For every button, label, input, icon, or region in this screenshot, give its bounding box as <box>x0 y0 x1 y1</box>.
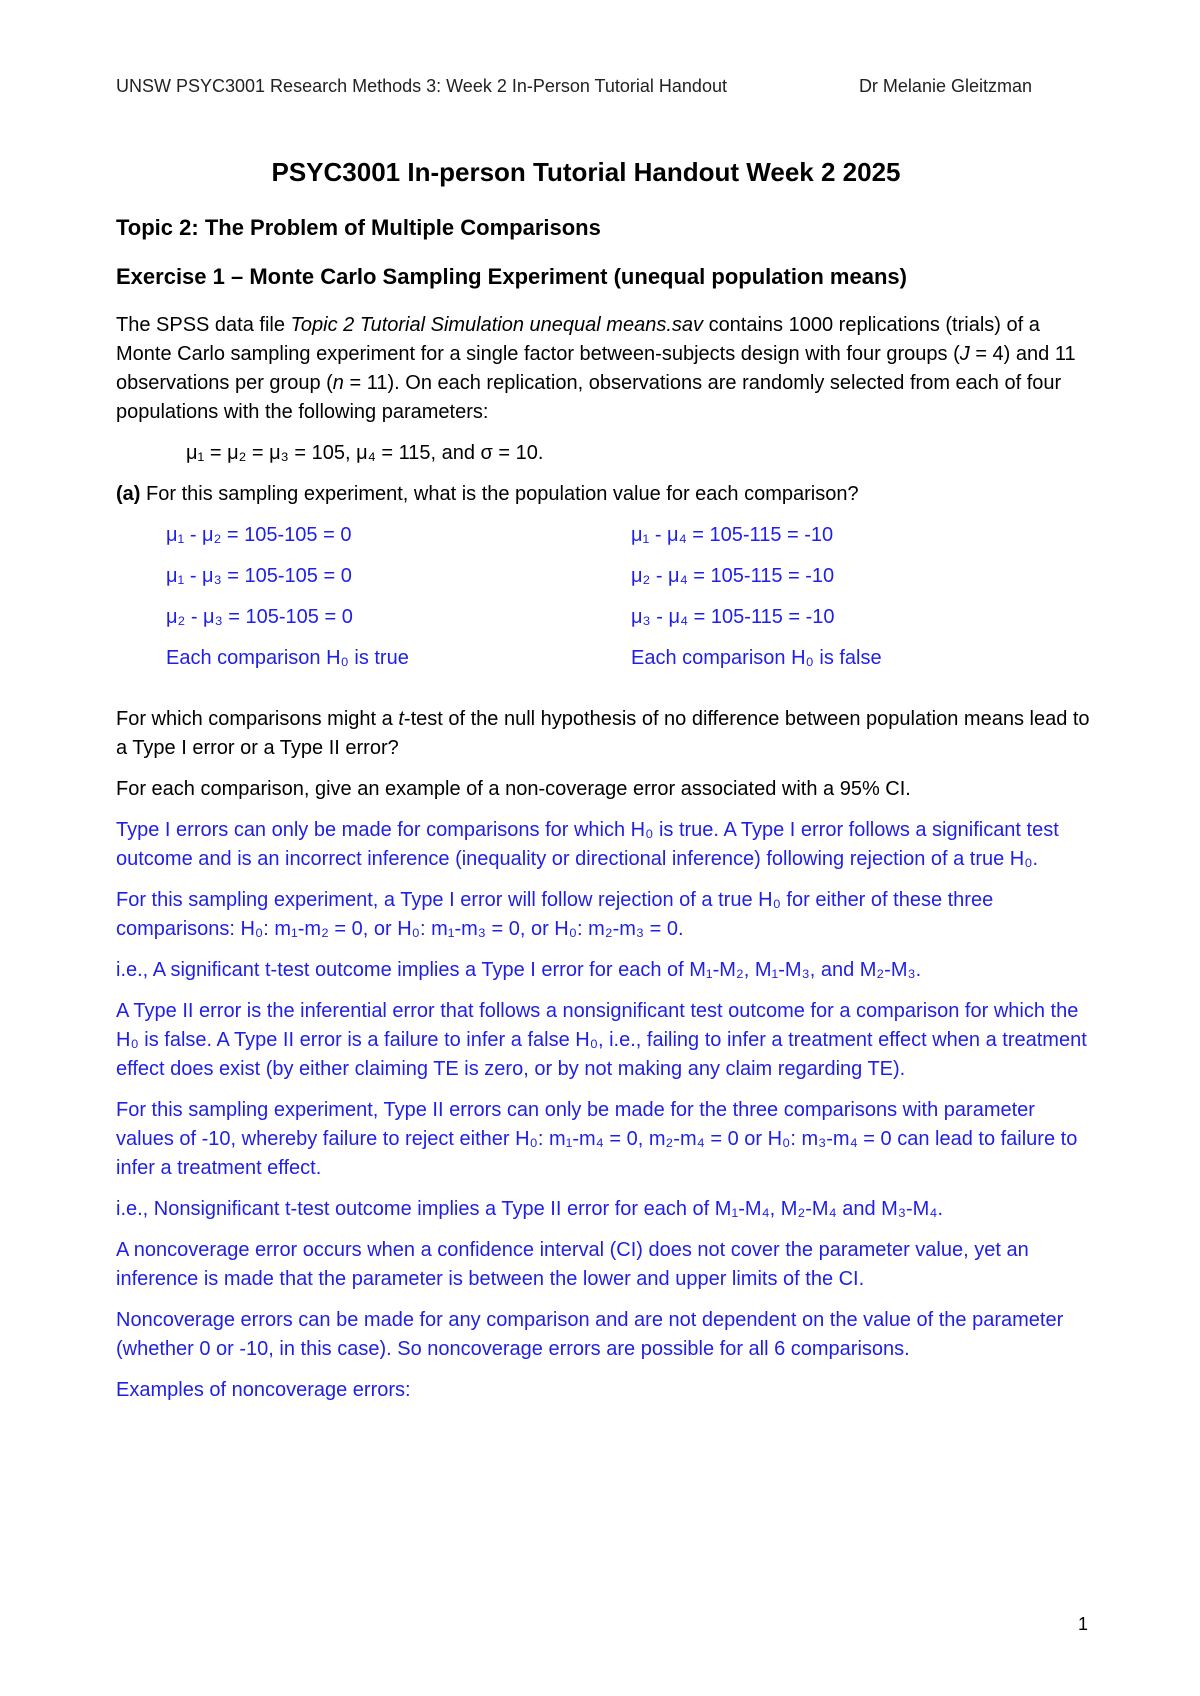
intro-text-1: The SPSS data file <box>116 314 285 336</box>
comparison-1-4: μ₁ - μ₄ = 105-115 = -10 <box>631 524 834 546</box>
intro-paragraph <box>116 311 1096 427</box>
intro-text-3: = 4) and 11 observations per group ( <box>116 343 1076 394</box>
header-course: UNSW PSYC3001 Research Methods 3: Week 2 In-Person Tutorial Handout <box>116 76 727 96</box>
exercise-heading: Exercise 1 – Monte Carlo Sampling Experiment (unequal population means) <box>116 264 907 289</box>
comparison-1-2: μ₁ - μ₂ = 105-105 = 0 <box>166 524 352 546</box>
answer-paragraph-9: Examples of noncoverage errors: <box>116 1379 411 1401</box>
true-null-comparisons <box>166 521 631 685</box>
document-body <box>116 158 1096 1417</box>
comparison-2-3: μ₂ - μ₃ = 105-105 = 0 <box>166 606 353 628</box>
answer-paragraph-7: A noncoverage error occurs when a confidence interval (CI) does not cover the parameter value, yet an inference is made that the parameter is between the lower and upper limits of the CI. <box>116 1239 1029 1290</box>
n-symbol: n <box>332 372 344 394</box>
question-a-text: For this sampling experiment, what is the population value for each comparison? <box>146 483 859 505</box>
j-symbol: J <box>959 343 970 365</box>
answer-paragraph-3: i.e., A significant t-test outcome implies a Type I error for each of M₁-M₂, M₁-M₃, and M₂-M₃. <box>116 959 922 981</box>
answer-paragraph-5: For this sampling experiment, Type II errors can only be made for the three comparisons with parameter values of -10, whereby failure to reject either H₀: m₁-m₄ = 0, m₂-m₄ = 0 or H₀: m₃-m₄ = 0 can lead to failure to infer a treatment effect. <box>116 1099 1078 1179</box>
comparison-1-3: μ₁ - μ₃ = 105-105 = 0 <box>166 565 352 587</box>
question-3: For each comparison, give an example of a non-coverage error associated with a 95% CI. <box>116 778 911 800</box>
answer-paragraph-6: i.e., Nonsignificant t-test outcome implies a Type II error for each of M₁-M₄, M₂-M₄ and M₃-M₄. <box>116 1198 944 1220</box>
intro-text-2: contains 1000 replications (trials) of a Monte Carlo sampling experiment for a single factor between-subjects design with four groups ( <box>116 314 1040 365</box>
t-symbol: t <box>398 708 404 730</box>
page-number: 1 <box>1078 1614 1089 1634</box>
question-a <box>116 480 1096 509</box>
comparison-2-4: μ₂ - μ₄ = 105-115 = -10 <box>631 565 835 587</box>
question-a-label: (a) <box>116 483 141 505</box>
question-2-text-2: -test of the null hypothesis of no difference between population means lead to a Type I error or a Type II error? <box>116 708 1090 759</box>
header-author: Dr Melanie Gleitzman <box>858 76 1032 96</box>
population-parameters: μ₁ = μ₂ = μ₃ = 105, μ₄ = 115, and σ = 10. <box>186 442 544 464</box>
question-2-text-1: For which comparisons might a <box>116 708 393 730</box>
question-2 <box>116 705 1096 763</box>
document-title: PSYC3001 In-person Tutorial Handout Week 2 2025 <box>271 157 901 187</box>
topic-heading: Topic 2: The Problem of Multiple Comparisons <box>116 215 601 240</box>
comparison-values <box>166 521 1096 685</box>
comparison-3-4: μ₃ - μ₄ = 105-115 = -10 <box>631 606 835 628</box>
true-null-note: Each comparison H₀ is true <box>166 647 409 669</box>
false-null-note: Each comparison H₀ is false <box>631 647 882 669</box>
data-file-name: Topic 2 Tutorial Simulation unequal means.sav <box>290 314 703 336</box>
answer-paragraph-1: Type I errors can only be made for comparisons for which H₀ is true. A Type I error follows a significant test outcome and is an incorrect inference (inequality or directional inference) following rejection of a true H₀. <box>116 819 1059 870</box>
answer-paragraph-2: For this sampling experiment, a Type I error will follow rejection of a true H₀ for either of these three comparisons: H₀: m₁-m₂ = 0, or H₀: m₁-m₃ = 0, or H₀: m₂-m₃ = 0. <box>116 889 994 940</box>
answer-paragraph-4: A Type II error is the inferential error that follows a nonsignificant test outcome for a comparison for which the H₀ is false. A Type II error is a failure to infer a false H₀, i.e., failing to infer a treatment effect when a treatment effect does exist (by either claiming TE is zero, or by not making any claim regarding TE). <box>116 1000 1087 1080</box>
answer-paragraph-8: Noncoverage errors can be made for any comparison and are not dependent on the value of the parameter (whether 0 or -10, in this case). So noncoverage errors are possible for all 6 comparisons. <box>116 1309 1064 1360</box>
intro-text-4: = 11). On each replication, observations are randomly selected from each of four populations with the following parameters: <box>116 372 1062 423</box>
false-null-comparisons <box>631 521 1096 685</box>
